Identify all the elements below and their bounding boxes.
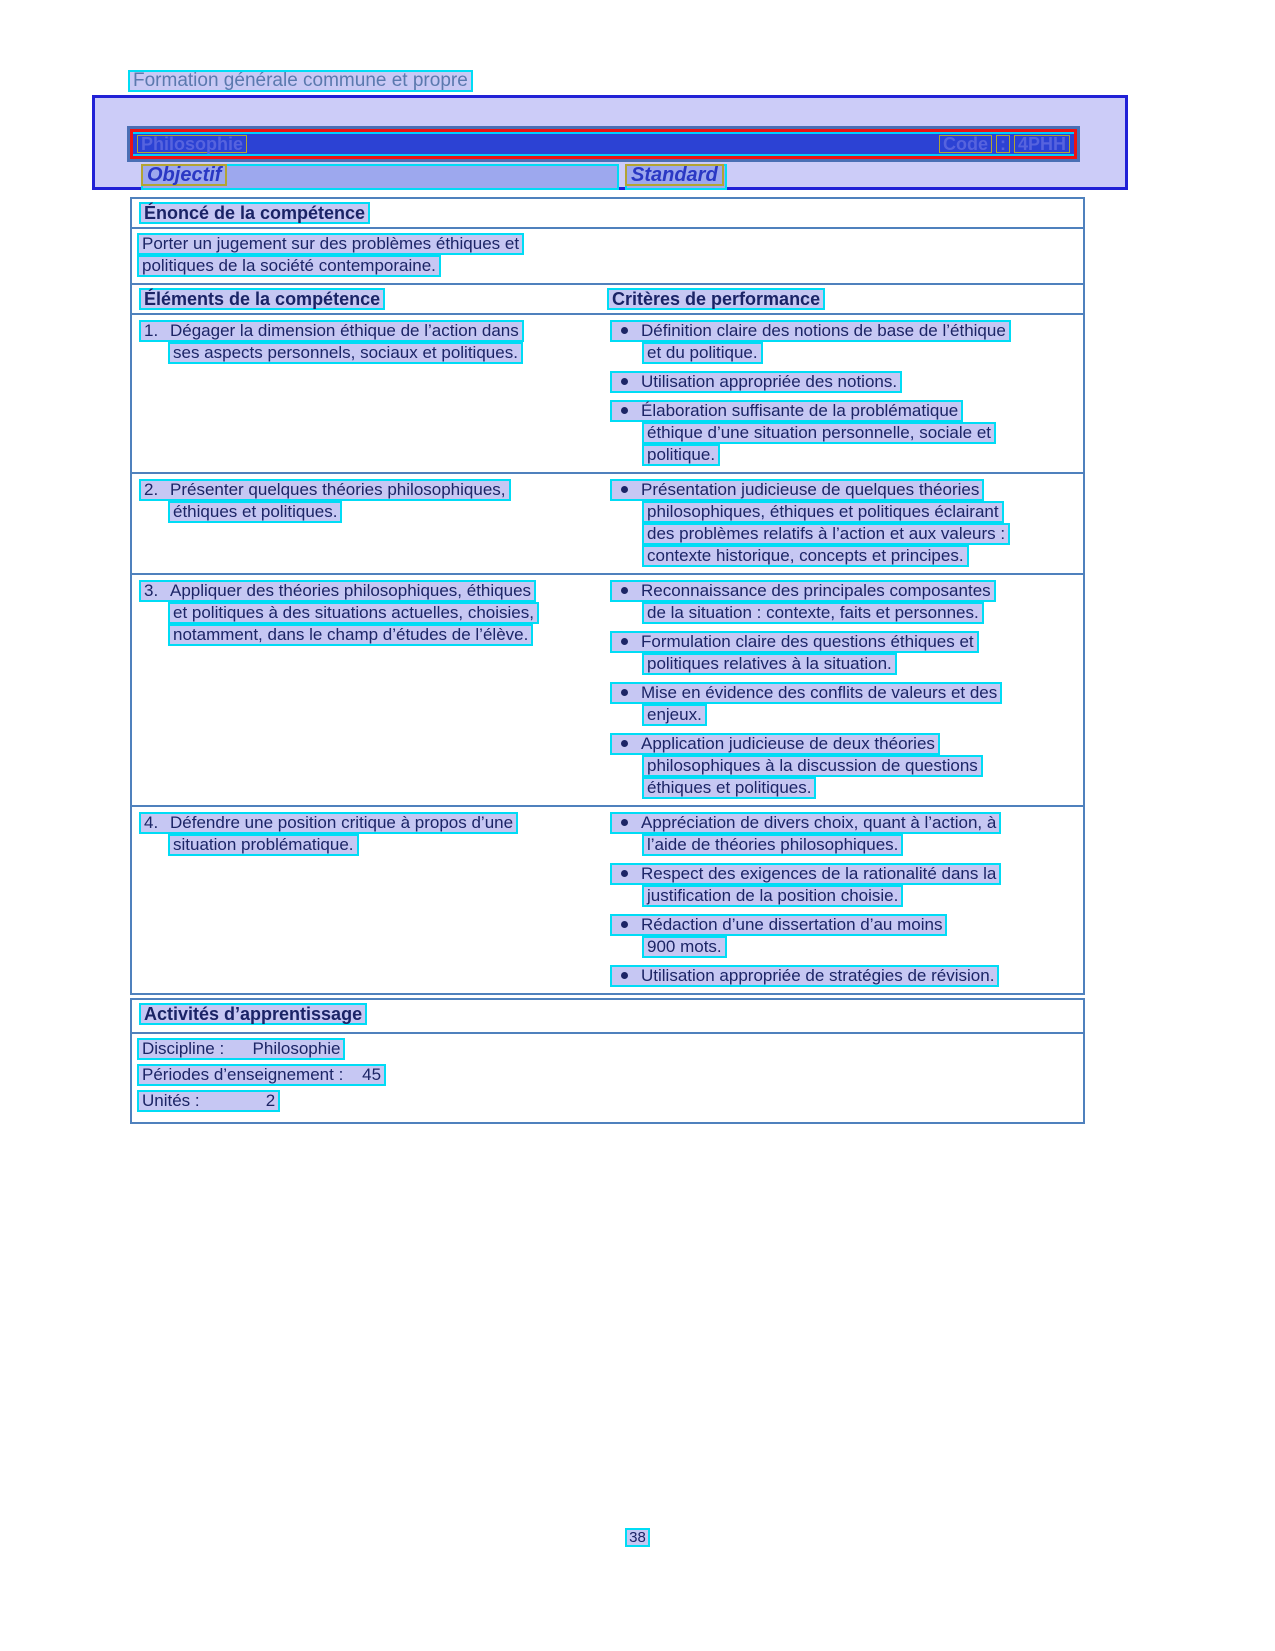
criterion-line: éthique d’une situation personnelle, sociale et <box>642 422 996 444</box>
bullet-icon <box>621 972 628 979</box>
criterion-line: l’aide de théories philosophiques. <box>642 834 903 856</box>
criterion <box>610 682 1083 726</box>
course-banner <box>127 126 1080 162</box>
objective-panel <box>92 95 1128 190</box>
competence-table-header <box>132 285 1083 315</box>
element-line: Appliquer des théories philosophiques, éthiques <box>170 581 532 600</box>
criterion <box>610 863 1083 907</box>
element-number: 2. <box>144 480 159 499</box>
criterion <box>610 914 1083 958</box>
bullet-icon <box>621 638 628 645</box>
criteria-cell <box>607 479 1083 567</box>
element-line: situation problématique. <box>168 834 359 856</box>
criterion <box>610 580 1083 624</box>
bullet-icon <box>621 819 628 826</box>
element-line: Défendre une position critique à propos d’une <box>170 813 514 832</box>
enonce-line: Porter un jugement sur des problèmes éthiques et <box>137 233 524 255</box>
element-cell <box>132 320 607 466</box>
criterion <box>610 400 1083 466</box>
criterion-line: philosophiques à la discussion de questions <box>642 755 983 777</box>
enonce-table-body <box>132 229 1083 283</box>
enonce-header-text: Énoncé de la compétence <box>139 202 370 224</box>
criterion-line: Rédaction d’une dissertation d’au moins <box>641 915 943 934</box>
criterion <box>610 965 1083 987</box>
element-line: ses aspects personnels, sociaux et politiques. <box>168 342 523 364</box>
criterion <box>610 631 1083 675</box>
criterion-line: contexte historique, concepts et principes. <box>642 545 969 567</box>
enonce-table <box>130 197 1085 285</box>
activites-table-body <box>132 1034 1083 1122</box>
criterion-line: Formulation claire des questions éthiques et <box>641 632 974 651</box>
enonce-line: politiques de la société contemporaine. <box>137 255 441 277</box>
competence-row-3 <box>132 575 1083 807</box>
criteria-cell <box>607 320 1083 466</box>
criterion-line: et du politique. <box>642 342 763 364</box>
element-line: et politiques à des situations actuelles, choisies, <box>168 602 539 624</box>
course-banner-red-frame <box>130 129 1077 159</box>
criterion-line: des problèmes relatifs à l’action et aux valeurs : <box>642 523 1010 545</box>
course-banner-bar <box>133 132 1074 156</box>
element-number: 4. <box>144 813 159 832</box>
enonce-table-header <box>132 199 1083 229</box>
criteres-header-text: Critères de performance <box>607 288 825 310</box>
criterion-line: de la situation : contexte, faits et personnes. <box>642 602 984 624</box>
page-number <box>0 1528 1275 1547</box>
activites-table-header <box>132 1000 1083 1034</box>
element-line: éthiques et politiques. <box>168 501 342 523</box>
bullet-icon <box>621 870 628 877</box>
activites-header-text: Activités d’apprentissage <box>139 1003 367 1025</box>
element-line: Présenter quelques théories philosophiques, <box>170 480 506 499</box>
bullet-icon <box>621 689 628 696</box>
element-cell <box>132 812 607 987</box>
standard-heading: Standard <box>625 164 724 186</box>
bullet-icon <box>621 378 628 385</box>
criterion <box>610 812 1083 856</box>
criterion-line: Reconnaissance des principales composantes <box>641 581 991 600</box>
criterion-line: Utilisation appropriée de stratégies de révision. <box>641 966 995 985</box>
criterion-line: Respect des exigences de la rationalité dans la <box>641 864 997 883</box>
standard-column-strip <box>625 164 727 190</box>
element-number: 1. <box>144 321 159 340</box>
document-header-text: Formation générale commune et propre <box>128 70 473 92</box>
criteria-cell <box>607 580 1083 799</box>
competence-table <box>130 283 1085 995</box>
periodes-line: Périodes d’enseignement : 45 <box>137 1064 386 1086</box>
criterion-line: Application judicieuse de deux théories <box>641 734 935 753</box>
bullet-icon <box>621 740 628 747</box>
competence-row-4 <box>132 807 1083 993</box>
page-number-text: 38 <box>625 1528 650 1547</box>
criterion-line: Utilisation appropriée des notions. <box>641 372 898 391</box>
criteria-cell <box>607 812 1083 987</box>
element-number: 3. <box>144 581 159 600</box>
criterion <box>610 320 1083 364</box>
elements-header-text: Éléments de la compétence <box>139 288 385 310</box>
criterion <box>610 733 1083 799</box>
criterion-line: politique. <box>642 444 720 466</box>
criterion-line: politiques relatives à la situation. <box>642 653 897 675</box>
criterion <box>610 479 1083 567</box>
competence-row-1 <box>132 315 1083 474</box>
criterion-line: philosophiques, éthiques et politiques éclairant <box>642 501 1004 523</box>
element-line: Dégager la dimension éthique de l’action dans <box>170 321 519 340</box>
criterion-line: enjeux. <box>642 704 707 726</box>
criterion-line: Définition claire des notions de base de l’éthique <box>641 321 1006 340</box>
criterion <box>610 371 1083 393</box>
course-code-separator: : <box>996 135 1010 153</box>
criterion-line: Appréciation de divers choix, quant à l’action, à <box>641 813 997 832</box>
criterion-line: justification de la position choisie. <box>642 885 903 907</box>
unites-line: Unités : 2 <box>137 1090 280 1112</box>
bullet-icon <box>621 486 628 493</box>
course-code-value: 4PHH <box>1014 135 1070 153</box>
criterion-line: Mise en évidence des conflits de valeurs et des <box>641 683 998 702</box>
competence-row-2 <box>132 474 1083 575</box>
activites-table <box>130 998 1085 1124</box>
objectif-standard-row <box>141 164 727 190</box>
bullet-icon <box>621 921 628 928</box>
course-title: Philosophie <box>137 135 247 153</box>
course-code <box>939 135 1070 153</box>
element-cell <box>132 479 607 567</box>
criterion-line: 900 mots. <box>642 936 727 958</box>
criterion-line: Présentation judicieuse de quelques théories <box>641 480 980 499</box>
bullet-icon <box>621 327 628 334</box>
document-header <box>128 70 473 92</box>
bullet-icon <box>621 587 628 594</box>
objectif-heading: Objectif <box>141 164 227 186</box>
bullet-icon <box>621 407 628 414</box>
discipline-line: Discipline : Philosophie <box>137 1038 345 1060</box>
course-code-label: Code <box>939 135 992 153</box>
criterion-line: Élaboration suffisante de la problématique <box>641 401 959 420</box>
element-line: notamment, dans le champ d’études de l’élève. <box>168 624 533 646</box>
element-cell <box>132 580 607 799</box>
criterion-line: éthiques et politiques. <box>642 777 816 799</box>
objectif-column-strip <box>141 164 619 190</box>
